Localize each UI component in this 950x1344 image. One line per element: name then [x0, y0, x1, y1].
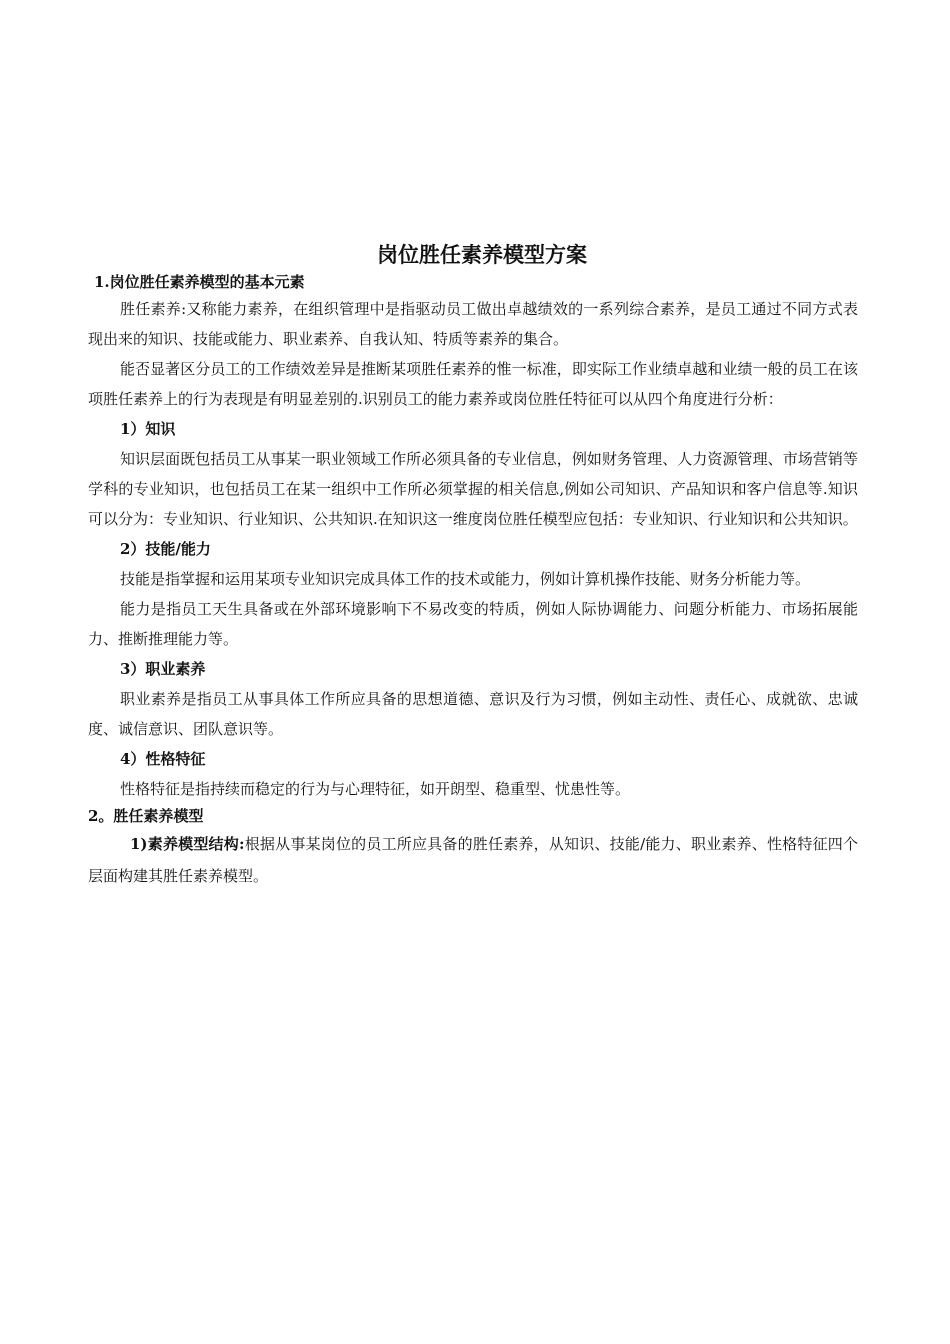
model-structure-text: 根据从事某岗位的员工所应具备的胜任素养，从知识、技能/能力、职业素养、性格特征四个层面构建其胜任素养模型。: [88, 835, 858, 885]
subsection-knowledge-heading: 1）知识: [120, 420, 176, 438]
paragraph: 职业素养是指员工从事具体工作所应具备的思想道德、意识及行为习惯，例如主动性、责任心、成就欲、忠诚度、诚信意识、团队意识等。: [88, 690, 858, 738]
paragraph: 知识层面既包括员工从事某一职业领域工作所必须具备的专业信息，例如财务管理、人力资源管理、市场营销等学科的专业知识，也包括员工在某一组织中工作所必须掌握的相关信息,例如公司知识、产品知识和客户信息等.知识可以分为：专业知识、行业知识、公共知识.在知识这一维度岗位胜任模型应包括：专业知识、行业知识和公共知识。: [88, 450, 858, 528]
paragraph: 能力是指员工天生具备或在外部环境影响下不易改变的特质，例如人际协调能力、问题分析能力、市场拓展能力、推断推理能力等。: [88, 600, 858, 648]
section-1-heading: 1.岗位胜任素养模型的基本元素: [94, 273, 305, 291]
paragraph: 性格特征是指持续而稳定的行为与心理特征，如开朗型、稳重型、忧患性等。: [120, 780, 631, 798]
paragraph: 胜任素养:又称能力素养，在组织管理中是指驱动员工做出卓越绩效的一系列综合素养，是员工通过不同方式表现出来的知识、技能或能力、职业素养、自我认知、特质等素养的集合。: [88, 300, 858, 348]
subsection-personality-heading: 4）性格特征: [120, 750, 206, 768]
paragraph: 能否显著区分员工的工作绩效差异是推断某项胜任素养的惟一标准，即实际工作业绩卓越和业绩一般的员工在该项胜任素养上的行为表现是有明显差别的.识别员工的能力素养或岗位胜任特征可以从四个角度进行分析：: [88, 360, 858, 408]
subsection-skills-heading: 2）技能/能力: [120, 540, 211, 558]
document-body: [88, 240, 858, 892]
paragraph: 技能是指掌握和运用某项专业知识完成具体工作的技术或能力，例如计算机操作技能、财务分析能力等。: [120, 570, 811, 588]
document-title: 岗位胜任素养模型方案: [377, 242, 587, 267]
paragraph-model-structure: [88, 828, 858, 892]
section-2-heading: 2。胜任素养模型: [88, 807, 204, 825]
model-structure-lead: 1)素养模型结构:: [130, 835, 245, 853]
subsection-professionalism-heading: 3）职业素养: [120, 660, 206, 678]
